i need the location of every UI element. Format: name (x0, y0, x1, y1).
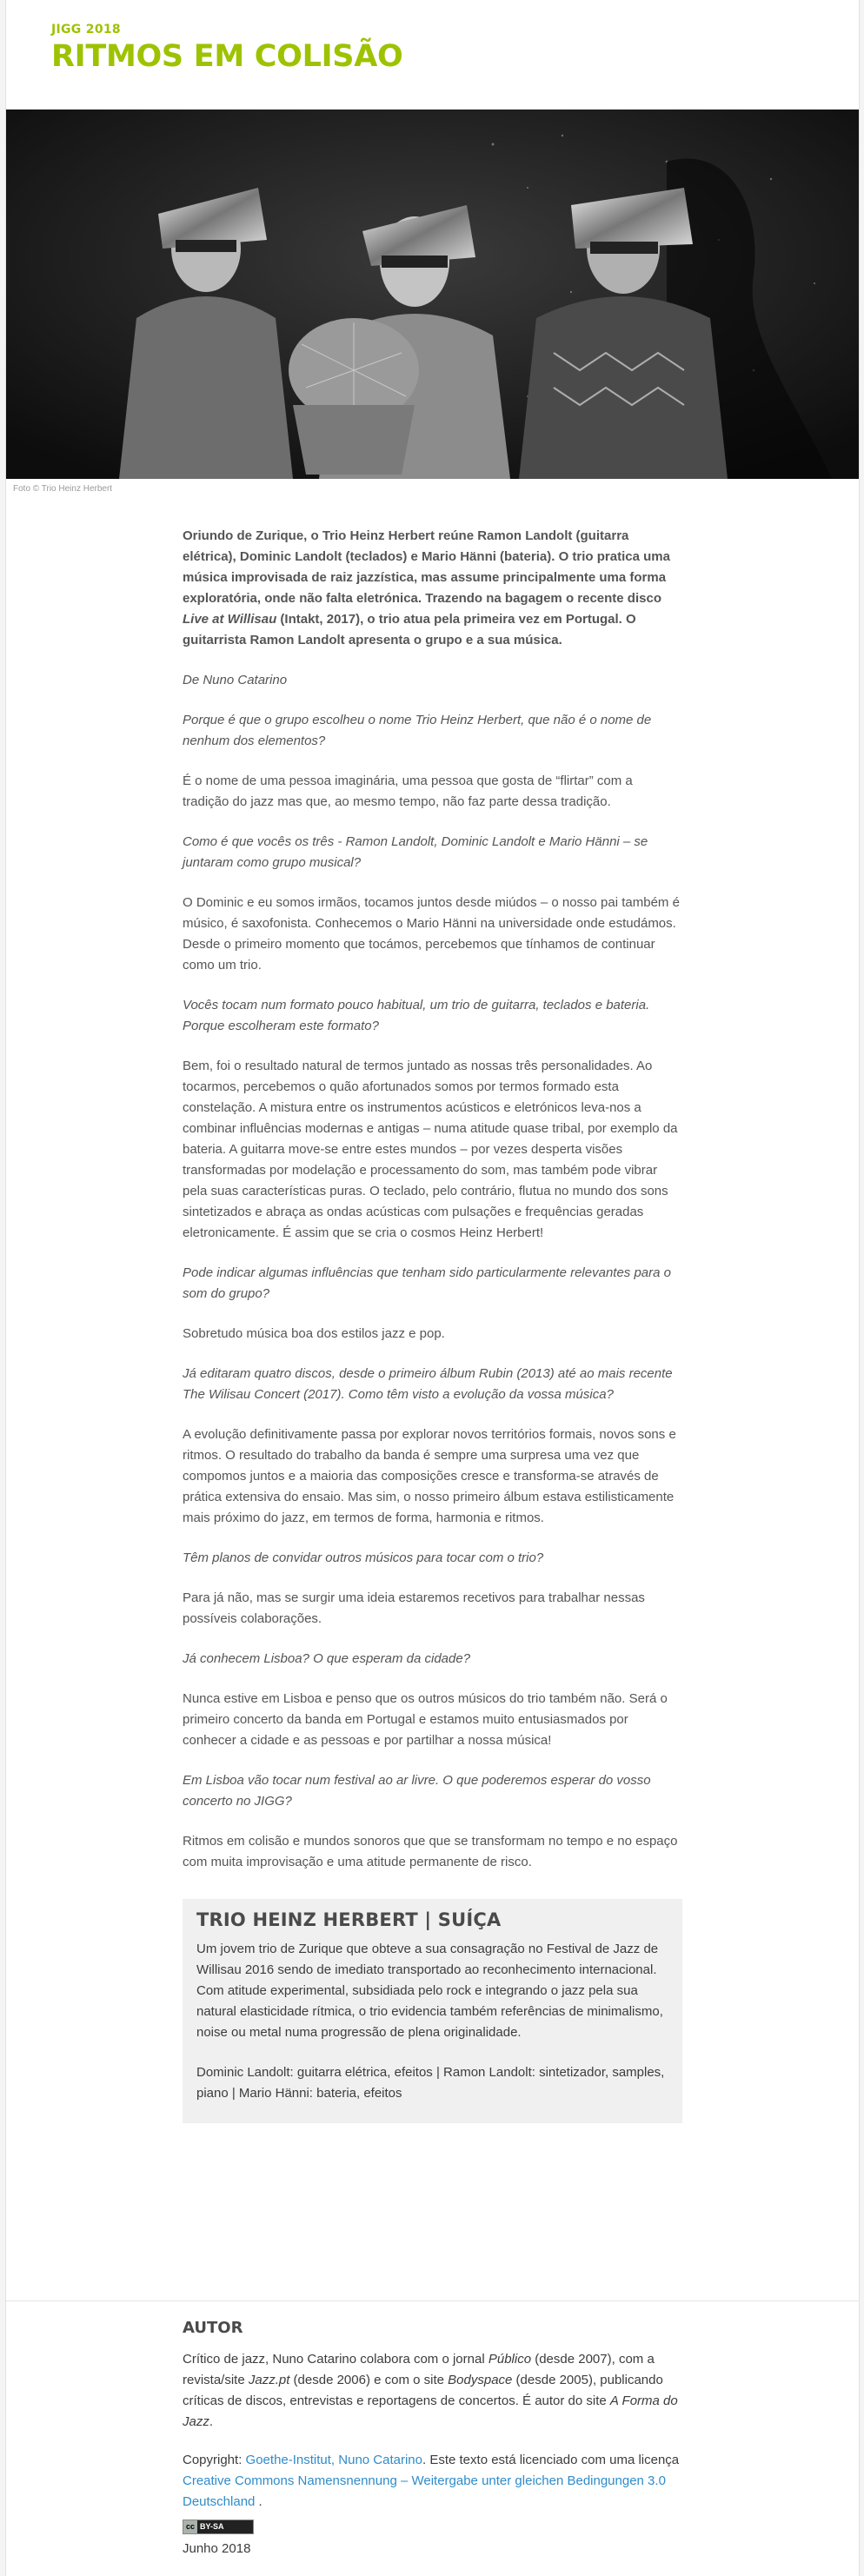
cc-icon: cc (183, 2520, 197, 2533)
cactus-pot (289, 318, 419, 475)
byline: De Nuno Catarino (183, 673, 288, 687)
article-lead (183, 526, 682, 651)
author-section (183, 2318, 682, 2559)
copyright-label: Copyright: (183, 2453, 246, 2467)
question-8: Em Lisboa vão tocar num festival ao ar livre. O que poderemos esperar do vosso concerto no JIGG? (183, 1773, 651, 1809)
article-body (183, 526, 682, 2123)
license-link[interactable]: Creative Commons Namensnennung – Weitergabe unter gleichen Bedingungen 3.0 Deutschland (183, 2473, 666, 2509)
answer-4: Sobretudo música boa dos estilos jazz e pop. (183, 1326, 445, 1341)
question-5: Já editaram quatro discos, desde o primeiro álbum Rubin (2013) até ao mais recente The Wilisau Concert (2017). Como têm visto a evolução da vossa música? (183, 1366, 673, 1402)
lead-text: Oriundo de Zurique, o Trio Heinz Herbert reúne Ramon Landolt (guitarra elétrica), Dominic Landolt (teclados) e Mario Hänni (bateria). O trio pratica uma música improvisada de raiz jazzística, mas assume principalmente uma forma exploratória, onde não falta eletrónica. Trazendo na bagagem o recente disco (183, 528, 670, 606)
answer-3: Bem, foi o resultado natural de termos juntado as nossas três personalidades. Ao tocarmos, percebemos o quão afortunados somos por termos formado esta constelação. A mistura entre os instrumentos acústicos e eletrónicos leva-nos a combinar influências modernas e antigas – numa atitude quase tribal, por exemplo da bateria. A guitarra move-se entre estes mundos – por vezes desperta visões transformadas por modelação e processamento do som, mas também pode vibrar pela suas características puras. O teclado, pelo contrário, flutua no mundo dos sons sintetizados e abraça as ondas acústicas com pulsações e frequências geradas eletronicamente. É assim que se cria o cosmos Heinz Herbert! (183, 1059, 678, 1240)
author-bio (183, 2349, 682, 2433)
publish-date: Junho 2018 (183, 2541, 251, 2556)
answer-5: A evolução definitivamente passa por explorar novos territórios formais, novos sons e ritmos. O resultado do trabalho da banda é sempre uma surpresa uma vez que compomos juntos e a maioria das composições cresce e transforma-se através de prática extensiva do ensaio. Mas sim, o nosso primeiro álbum estava estilisticamente mais próximo do jazz, em termos de forma, harmonia e ritmos. (183, 1427, 676, 1525)
question-7: Já conhecem Lisboa? O que esperam da cidade? (183, 1651, 471, 1666)
bio-text: (desde 2007), com a revista/site (183, 2352, 655, 2387)
bio-text: Crítico de jazz, Nuno Catarino colabora com o jornal (183, 2352, 488, 2367)
bio-text: (desde 2006) e com o site (289, 2373, 449, 2387)
copyright-link[interactable]: Goethe-Institut, Nuno Catarino (245, 2453, 422, 2467)
question-3: Vocês tocam num formato pouco habitual, um trio de guitarra, teclados e bateria. Porque escolheram este formato? (183, 998, 650, 1033)
band-photo-illustration (6, 110, 859, 479)
lead-album-title: Live at Willisau (183, 612, 277, 627)
article-header (51, 23, 402, 74)
band-info-title: TRIO HEINZ HERBERT | SUÍÇA (196, 1909, 502, 1930)
bio-publication-bodyspace: Bodyspace (448, 2373, 513, 2387)
question-4: Pode indicar algumas influências que tenham sido particularmente relevantes para o som do grupo? (183, 1265, 671, 1301)
cc-badge-label: BY-SA (200, 2521, 224, 2531)
page-title: RITMOS EM COLISÃO (51, 39, 403, 74)
question-1: Porque é que o grupo escolheu o nome Trio Heinz Herbert, que não é o nome de nenhum dos elementos? (183, 713, 652, 748)
band-info-box (183, 1899, 682, 2123)
band-info-description: Um jovem trio de Zurique que obteve a sua consagração no Festival de Jazz de Willisau 2016 sendo de imediato transportado ao reconhecimento internacional. Com atitude experimental, subsidiada pelo rock e integrando o jazz pela sua natural elasticidade rítmica, o trio evidencia também referências de minimalismo, noise ou metal numa progressão de plena originalidade. (196, 1942, 663, 2040)
lead-text-end: (Intakt, 2017), o trio atua pela primeira vez em Portugal. O guitarrista Ramon Landolt apresenta o grupo e a sua música. (183, 612, 636, 647)
answer-2: O Dominic e eu somos irmãos, tocamos juntos desde miúdos – o nosso pai também é músico, é saxofonista. Conhecemos o Mario Hänni na universidade onde estudámos. Desde o primeiro momento que tocámos, percebemos que tínhamos de continuar como um trio. (183, 895, 680, 973)
bio-text: (desde 2005), publicando críticas de discos, entrevistas e reportagens de concertos. É autor do site (183, 2373, 663, 2408)
question-6: Têm planos de convidar outros músicos para tocar com o trio? (183, 1550, 544, 1565)
bio-text: . (209, 2414, 214, 2429)
question-2: Como é que vocês os três - Ramon Landolt, Dominic Landolt e Mario Hänni – se juntaram como grupo musical? (183, 834, 648, 870)
answer-6: Para já não, mas se surgir uma ideia estaremos recetivos para trabalhar nessas possíveis colaborações. (183, 1590, 645, 1626)
photo-credit: Foto © Trio Heinz Herbert (13, 484, 113, 494)
section-divider (6, 2300, 859, 2301)
page (5, 0, 860, 2576)
answer-7: Nunca estive em Lisboa e penso que os outros músicos do trio também não. Será o primeiro concerto da banda em Portugal e estamos muito entusiasmados por conhecer a cidade e as pessoas e por partilhar a nossa música! (183, 1691, 668, 1748)
author-heading: AUTOR (183, 2319, 243, 2337)
copyright-notice (183, 2450, 682, 2513)
bio-publication-publico: Público (488, 2352, 532, 2367)
answer-8: Ritmos em colisão e mundos sonoros que que se transformam no tempo e no espaço com muita improvisação e uma atitude permanente de risco. (183, 1834, 678, 1869)
bio-publication-jazzpt: Jazz.pt (248, 2373, 290, 2387)
hero-photo (6, 110, 859, 479)
band-info-lineup: Dominic Landolt: guitarra elétrica, efeitos | Ramon Landolt: sintetizador, samples, piano | Mario Hänni: bateria, efeitos (196, 2065, 665, 2101)
event-kicker: JIGG 2018 (51, 23, 121, 37)
license-end: . (255, 2494, 263, 2509)
bio-site-name: A Forma do Jazz (183, 2393, 678, 2429)
copyright-text: . Este texto está licenciado com uma licença (422, 2453, 680, 2467)
cc-license-badge[interactable] (183, 2520, 254, 2534)
answer-1: É o nome de uma pessoa imaginária, uma pessoa que gosta de “flirtar” com a tradição do jazz mas que, ao mesmo tempo, não faz parte dessa tradição. (183, 773, 633, 809)
